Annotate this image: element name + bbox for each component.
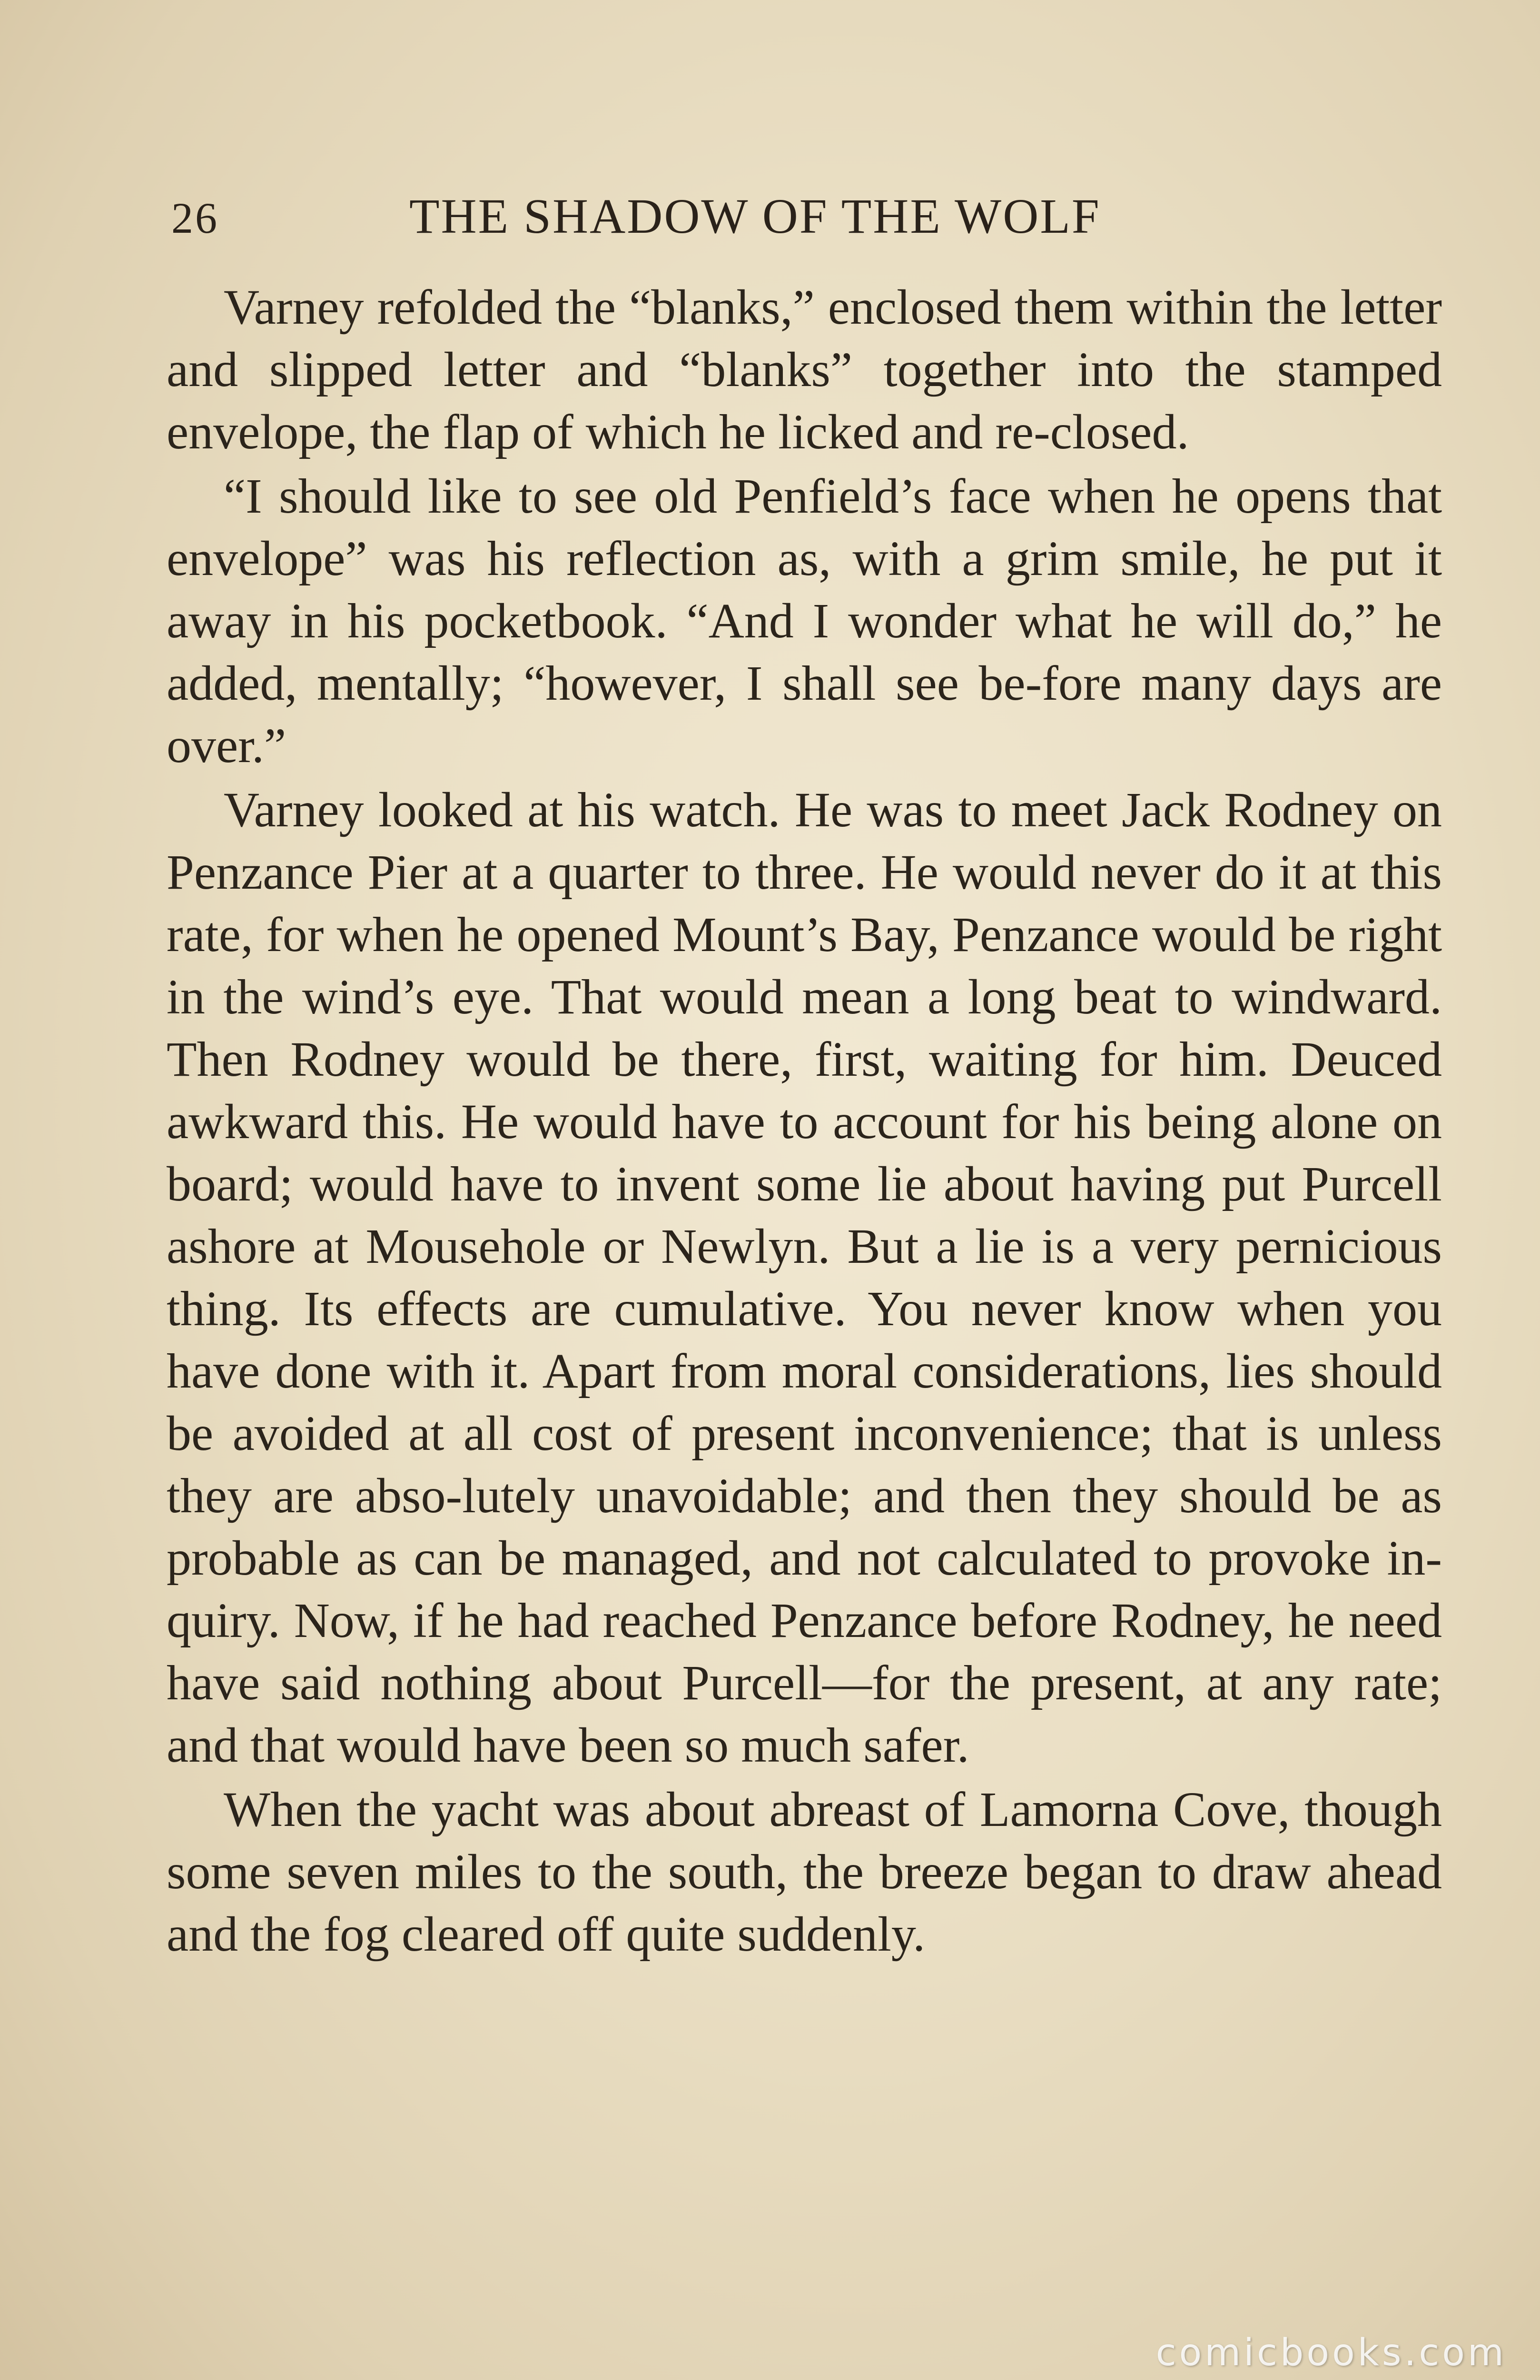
page-number: 26 (171, 194, 219, 242)
running-title: THE SHADOW OF THE WOLF (409, 189, 1101, 244)
watermark: comicbooks.com (1155, 2331, 1507, 2374)
paragraph: “I should like to see old Penfield’s face when he opens that envelope” was his reflection as, with a grim smile, he put it away in his pocketbook. “And I wonder what he will do,” he added, mentally; “however, I shall see be-fore many days are over.” (167, 469, 1442, 773)
paragraph: Varney looked at his watch. He was to meet Jack Rodney on Penzance Pier at a quarter to three. He would never do it at this rate, for when he opened Mount’s Bay, Penzance would be right in the wind’s eye. That would mean a long beat to windward. Then Rodney would be there, first, waiting for him. Deuced awkward this. He would have to account for his being alone on board; would have to invent some lie about having put Purcell ashore at Mousehole or Newlyn. But a lie is a very pernicious thing. Its effects are cumulative. You never know when you have done with it. Apart from moral considerations, lies should be avoided at all cost of present inconvenience; that is unless they are abso-lutely unavoidable; and then they should be as probable as can be managed, and not calculated to provoke in-quiry. Now, if he had reached Penzance before Rodney, he need have said nothing about Purcell—for the present, at any rate; and that would have been so much safer. (167, 783, 1442, 1773)
paragraph: Varney refolded the “blanks,” enclosed them within the letter and slipped letter and “blanks” together into the stamped envelope, the flap of which he licked and re-closed. (167, 280, 1442, 459)
page-header (171, 188, 1447, 250)
body-text (167, 276, 1442, 1965)
paragraph: When the yacht was about abreast of Lamorna Cove, though some seven miles to the south, the breeze began to draw ahead and the fog cleared off quite suddenly. (167, 1782, 1442, 1962)
